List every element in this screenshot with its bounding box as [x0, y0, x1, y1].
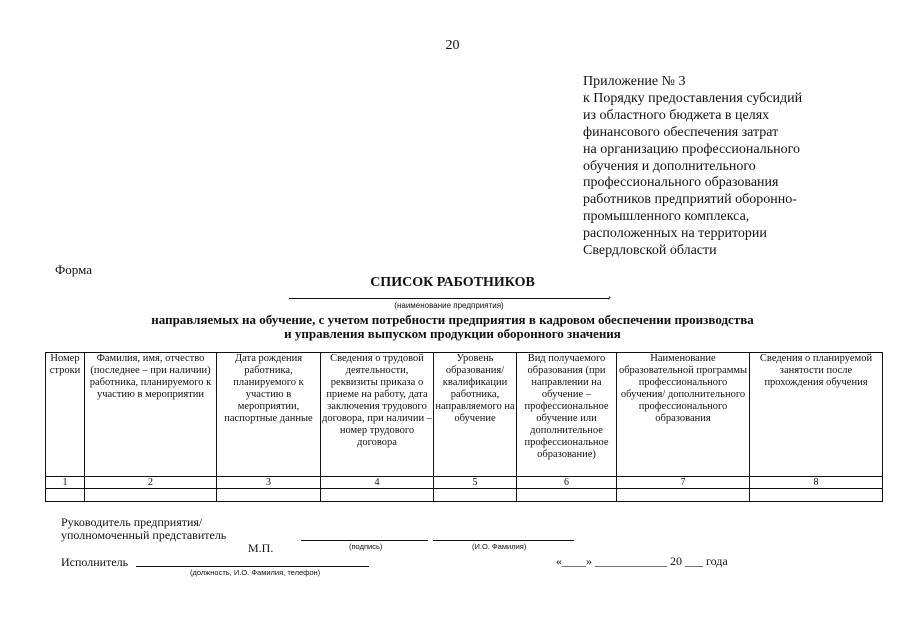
table-cell[interactable]: [517, 489, 617, 502]
enterprise-name-hint: (наименование предприятия): [394, 301, 504, 310]
table-cell[interactable]: [617, 489, 750, 502]
date-field[interactable]: «____» ____________ 20 ___ года: [556, 554, 728, 568]
enterprise-name-comma: ,: [608, 286, 612, 301]
column-number: 2: [85, 477, 217, 489]
column-number: 6: [517, 477, 617, 489]
signature-hint: (подпись): [349, 542, 383, 551]
table-cell[interactable]: [217, 489, 321, 502]
column-number-row: [46, 477, 883, 489]
column-number: 7: [617, 477, 750, 489]
executor-hint: (должность, И.О. Фамилия, телефон): [190, 568, 321, 577]
head-name-hint: (И.О. Фамилия): [472, 542, 527, 551]
column-number: 5: [434, 477, 517, 489]
signature-field[interactable]: [301, 540, 428, 541]
appendix-line: из областного бюджета в целях: [583, 107, 770, 123]
table-cell[interactable]: [434, 489, 517, 502]
column-header: Фамилия, имя, отчество (последнее – при наличии) работника, планируемого к участию в мероприятии: [85, 353, 217, 477]
table-cell[interactable]: [750, 489, 883, 502]
column-header: Номер строки: [46, 353, 85, 477]
document-title: СПИСОК РАБОТНИКОВ: [370, 275, 535, 290]
column-header: Уровень образования/ квалификации работника, направляемого на обучение: [434, 353, 517, 477]
appendix-line: финансового обеспечения затрат: [583, 124, 779, 140]
column-header: Вид получаемого образования (при направлении на обучение – профессиональное обучение или дополнительное профессиональное образование): [517, 353, 617, 477]
appendix-header: [583, 74, 883, 260]
executor-label: Исполнитель: [61, 555, 129, 569]
appendix-line: профессионального образования: [583, 175, 779, 191]
document-subtitle: [0, 313, 905, 341]
column-number: 4: [321, 477, 434, 489]
table-cell[interactable]: [85, 489, 217, 502]
head-signature-label: [61, 516, 226, 542]
column-number: 1: [46, 477, 85, 489]
appendix-line: Приложение № 3: [583, 74, 686, 89]
subtitle-line: и управления выпуском продукции оборонного значения: [284, 326, 621, 341]
appendix-line: расположенных на территории: [583, 226, 767, 242]
column-number: 8: [750, 477, 883, 489]
column-header: Сведения о планируемой занятости после прохождения обучения: [750, 353, 883, 477]
head-label-line: Руководитель предприятия/: [61, 515, 203, 529]
table-cell[interactable]: [321, 489, 434, 502]
staff-table: [45, 352, 883, 502]
appendix-line: работников предприятий оборонно-: [583, 192, 797, 208]
table-row: [46, 489, 883, 502]
appendix-line: промышленного комплекса,: [583, 209, 750, 225]
enterprise-name-field[interactable]: [289, 298, 609, 299]
appendix-line: обучения и дополнительного: [583, 158, 756, 174]
page-number: 20: [445, 38, 460, 53]
appendix-line: к Порядку предоставления субсидий: [583, 90, 803, 106]
head-label-line: уполномоченный представитель: [61, 528, 227, 542]
subtitle-line: направляемых на обучение, с учетом потребности предприятия в кадровом обеспечении производства: [151, 312, 754, 327]
form-label: Форма: [55, 262, 92, 277]
table-header-row: [46, 353, 883, 477]
head-name-field[interactable]: [433, 540, 574, 541]
column-header: Сведения о трудовой деятельности, реквизиты приказа о приеме на работу, дата заключения трудового договора, при наличии – номер трудового договора: [321, 353, 434, 477]
stamp-place: М.П.: [248, 541, 274, 555]
column-header: Наименование образовательной программы профессионального обучения/ дополнительного профессионального образования: [617, 353, 750, 477]
table-cell[interactable]: [46, 489, 85, 502]
appendix-line: Свердловской области: [583, 243, 717, 259]
appendix-line: на организацию профессионального: [583, 141, 800, 157]
column-number: 3: [217, 477, 321, 489]
column-header: Дата рождения работника, планируемого к участию в мероприятии, паспортные данные: [217, 353, 321, 477]
executor-field[interactable]: [136, 566, 369, 567]
